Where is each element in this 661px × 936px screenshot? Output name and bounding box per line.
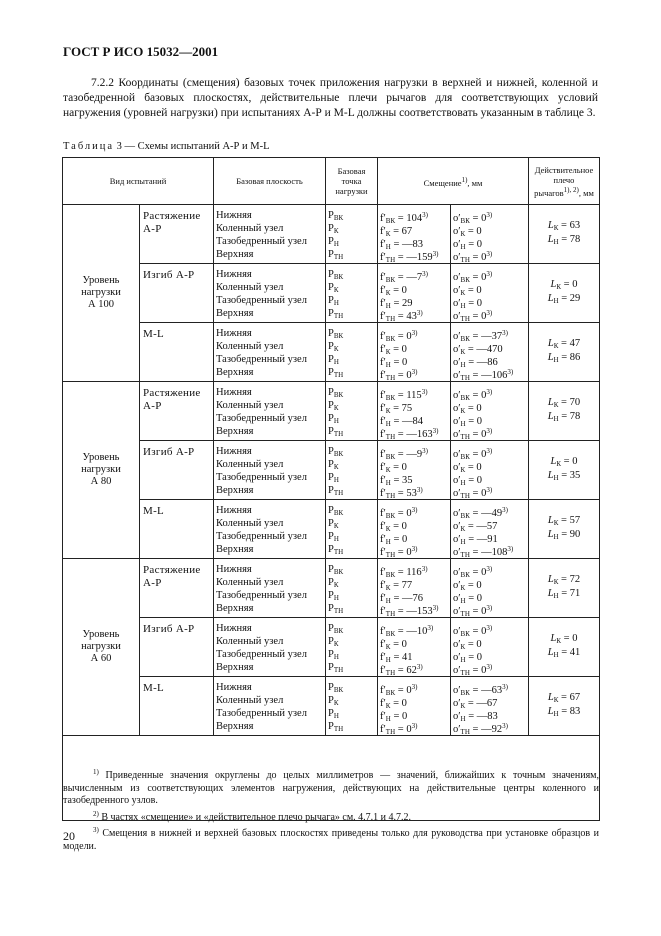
offset-f-item: $f'_К = 77$ <box>380 580 413 592</box>
offset-o-item: $o'_{ТН} = 0^{3)}$ <box>453 250 493 264</box>
offset-o-item: $o'_К = 0$ <box>453 580 482 592</box>
offset-f-item: $f'_К = 0$ <box>380 462 407 474</box>
offset-f-list <box>378 205 451 264</box>
offset-o-item: $o'_К = 0$ <box>453 285 482 297</box>
lever-h: $L_Н = 86$ <box>547 352 581 364</box>
plane-list <box>214 264 326 323</box>
offset-o-item: $o'_Н = 0$ <box>453 239 483 251</box>
plane-item: Верхняя <box>216 603 254 614</box>
offset-f-item: $f'_{ВК} = 0^{3)}$ <box>380 683 418 697</box>
offset-o-item: $o'_К = 0$ <box>453 403 482 415</box>
offset-f-item: $f'_{ВК} = 116^{3)}$ <box>380 565 428 579</box>
plane-item: Верхняя <box>216 544 254 555</box>
point-item: $P_Н$ <box>328 531 339 543</box>
point-list <box>326 618 378 677</box>
plane-list <box>214 323 326 382</box>
offset-f-item: $f'_{ВК} = 115^{3)}$ <box>380 388 428 402</box>
plane-item: Верхняя <box>216 721 254 732</box>
offset-f-list <box>378 382 451 441</box>
offset-f-item: $f'_Н = 0$ <box>380 711 408 723</box>
plane-item: Верхняя <box>216 367 254 378</box>
offset-f-item: $f'_{ТН}$ = $—163^{3)}$ <box>380 427 439 441</box>
plane-list <box>214 677 326 736</box>
point-item: $P_{ВК}$ <box>328 446 344 458</box>
table-caption <box>63 141 270 152</box>
lever-k: $L_К = 67$ <box>547 692 581 704</box>
offset-o-item: $o'_Н = 0$ <box>453 652 483 664</box>
test-name: Растяжение А-Р <box>140 205 214 264</box>
point-item: $P_{ВК}$ <box>328 682 344 694</box>
level-cell: Уровень нагрузки А 80 <box>63 382 140 559</box>
plane-item: Верхняя <box>216 485 254 496</box>
offset-f-item: $f'_Н$ = —76 <box>380 593 424 605</box>
offset-f-item: $f'_К = 67$ <box>380 226 413 238</box>
table-row <box>63 500 600 559</box>
point-item: $P_{ВК}$ <box>328 387 344 399</box>
offset-f-list <box>378 500 451 559</box>
plane-item: Коленный узел <box>216 695 284 706</box>
lever-cell <box>529 500 600 559</box>
page-number: 20 <box>63 829 75 843</box>
point-item: $P_К$ <box>328 577 339 589</box>
point-item: $P_К$ <box>328 518 339 530</box>
point-item: $P_{ТН}$ <box>328 603 344 615</box>
plane-item: Верхняя <box>216 426 254 437</box>
offset-f-item: $f'_{ТН} = 0^{3)}$ <box>380 545 418 559</box>
lever-cell <box>529 205 600 264</box>
point-item: $P_{ТН}$ <box>328 249 344 261</box>
plane-list <box>214 382 326 441</box>
offset-o-item: $o'_К = 0$ <box>453 226 482 238</box>
offset-o-item: $o'_{ВК} = 0^{3)}$ <box>453 624 493 638</box>
test-name: Растяжение А-Р <box>140 559 214 618</box>
plane-item: Нижняя <box>216 564 252 575</box>
plane-list <box>214 441 326 500</box>
offset-o-item: $o'_{ВК} = 0^{3)}$ <box>453 565 493 579</box>
plane-item: Тазобедренный узел <box>216 236 307 247</box>
table-row <box>63 205 600 264</box>
offset-o-item: $o'_К$ = —57 <box>453 521 498 533</box>
plane-item: Нижняя <box>216 623 252 634</box>
plane-item: Нижняя <box>216 328 252 339</box>
plane-item: Коленный узел <box>216 282 284 293</box>
point-item: $P_{ВК}$ <box>328 328 344 340</box>
offset-f-item: $f'_Н$ = —83 <box>380 239 424 251</box>
level-cell: Уровень нагрузки А 100 <box>63 205 140 382</box>
lever-k: $L_К = 0$ <box>550 279 578 291</box>
intro-paragraph: 7.2.2 Координаты (смещения) базовых точек приложения нагрузки в верхней и нижней, коленной и тазобедренной базовых плоскостях, действительные плечи рычагов для соответствующих условий нагружения (уровней нагрузки) при испытаниях А-Р и М-L должны соответствовать указанным в таблице 3. <box>63 77 598 119</box>
plane-item: Нижняя <box>216 682 252 693</box>
lever-k: $L_К = 0$ <box>550 633 578 645</box>
offset-o-list <box>451 500 529 559</box>
lever-cell <box>529 382 600 441</box>
point-item: $P_{ТН}$ <box>328 721 344 733</box>
offset-o-list <box>451 618 529 677</box>
offset-o-item: $o'_{ВК}$ = $—37^{3)}$ <box>453 329 508 343</box>
offset-o-item: $o'_К = 0$ <box>453 639 482 651</box>
offset-o-item: $o'_{ВК}$ = $—63^{3)}$ <box>453 683 508 697</box>
point-item: $P_{ВК}$ <box>328 623 344 635</box>
table-header-row <box>63 158 600 205</box>
point-list <box>326 677 378 736</box>
point-item: $P_{ВК}$ <box>328 269 344 281</box>
offset-o-list <box>451 323 529 382</box>
plane-item: Тазобедренный узел <box>216 354 307 365</box>
offset-f-item: $f'_{ВК} = 0^{3)}$ <box>380 329 418 343</box>
plane-item: Нижняя <box>216 387 252 398</box>
plane-item: Коленный узел <box>216 636 284 647</box>
point-item: $P_К$ <box>328 636 339 648</box>
lever-h: $L_Н = 29$ <box>547 293 581 305</box>
point-list <box>326 205 378 264</box>
offset-o-item: $o'_{ТН} = 0^{3)}$ <box>453 486 493 500</box>
lever-cell <box>529 441 600 500</box>
offset-f-item: $f'_{ТН} = 43^{3)}$ <box>380 309 423 323</box>
offset-f-list <box>378 618 451 677</box>
offset-o-item: $o'_Н = 0$ <box>453 475 483 487</box>
document-header: ГОСТ Р ИСО 15032—2001 <box>63 44 219 59</box>
offset-o-item: $o'_{ТН}$ = $—92^{3)}$ <box>453 722 508 736</box>
plane-item: Тазобедренный узел <box>216 295 307 306</box>
point-list <box>326 323 378 382</box>
offset-o-item: $o'_Н$ = —83 <box>453 711 498 723</box>
point-item: $P_К$ <box>328 400 339 412</box>
plane-item: Тазобедренный узел <box>216 708 307 719</box>
lever-cell <box>529 264 600 323</box>
point-item: $P_{ТН}$ <box>328 426 344 438</box>
point-item: $P_{ВК}$ <box>328 505 344 517</box>
offset-o-item: $o'_{ТН}$ = $—108^{3)}$ <box>453 545 514 559</box>
header-offset: Смещение$^{1)}$, мм <box>378 158 529 205</box>
offset-o-list <box>451 441 529 500</box>
test-name: Растяжение А-Р <box>140 382 214 441</box>
plane-item: Тазобедренный узел <box>216 590 307 601</box>
lever-k: $L_К = 70$ <box>547 397 581 409</box>
footnotes <box>63 766 599 853</box>
plane-item: Нижняя <box>216 210 252 221</box>
lever-k: $L_К = 63$ <box>547 220 581 232</box>
offset-f-item: $f'_К = 75$ <box>380 403 413 415</box>
test-name: Изгиб А-Р <box>140 441 214 500</box>
offset-o-item: $o'_Н = 0$ <box>453 298 483 310</box>
header-lever: Действительное плечо рычагов$^{1), 2)}$, мм <box>529 158 600 205</box>
test-name: М-L <box>140 677 214 736</box>
point-item: $P_{ТН}$ <box>328 485 344 497</box>
offset-f-list <box>378 677 451 736</box>
offset-f-item: $f'_{ВК} = 104^{3)}$ <box>380 211 428 225</box>
point-item: $P_Н$ <box>328 354 339 366</box>
offset-f-item: $f'_К = 0$ <box>380 285 407 297</box>
point-item: $P_{ТН}$ <box>328 544 344 556</box>
plane-item: Нижняя <box>216 505 252 516</box>
point-list <box>326 264 378 323</box>
plane-item: Тазобедренный узел <box>216 472 307 483</box>
plane-item: Коленный узел <box>216 459 284 470</box>
offset-o-item: $o'_Н$ = —86 <box>453 357 498 369</box>
offset-o-item: $o'_{ВК} = 0^{3)}$ <box>453 447 493 461</box>
footnote-2: $^{2)}$ В частях «смещение» и «действительное плечо рычага» см. 4.7.1 и 4.7.2. <box>93 809 412 823</box>
header-point: Базовая точка нагрузки <box>326 158 378 205</box>
lever-k: $L_К = 47$ <box>547 338 581 350</box>
plane-list <box>214 205 326 264</box>
offset-f-item: $f'_К = 0$ <box>380 639 407 651</box>
point-list <box>326 382 378 441</box>
point-item: $P_{ВК}$ <box>328 564 344 576</box>
plane-item: Коленный узел <box>216 400 284 411</box>
offset-o-item: $o'_{ВК} = 0^{3)}$ <box>453 270 493 284</box>
lever-h: $L_Н = 78$ <box>547 411 581 423</box>
lever-h: $L_Н = 78$ <box>547 234 581 246</box>
offset-f-list <box>378 323 451 382</box>
table-caption-text: 3 — Схемы испытаний А-Р и М-L <box>116 141 270 152</box>
plane-item: Коленный узел <box>216 577 284 588</box>
lever-h: $L_Н = 35$ <box>547 470 581 482</box>
table-caption-label: Таблица <box>63 141 115 152</box>
offset-o-item: $o'_{ВК} = 0^{3)}$ <box>453 211 493 225</box>
plane-list <box>214 500 326 559</box>
table-row <box>63 441 600 500</box>
plane-item: Нижняя <box>216 269 252 280</box>
offset-o-item: $o'_{ТН} = 0^{3)}$ <box>453 604 493 618</box>
offset-f-item: $f'_{ВК}$ = $—10^{3)}$ <box>380 624 434 638</box>
offset-f-list <box>378 441 451 500</box>
lever-k: $L_К = 57$ <box>547 515 581 527</box>
lever-k: $L_К = 72$ <box>547 574 581 586</box>
lever-h: $L_Н = 41$ <box>547 647 581 659</box>
offset-o-item: $o'_Н$ = —91 <box>453 534 498 546</box>
test-name: М-L <box>140 323 214 382</box>
point-item: $P_{ВК}$ <box>328 210 344 222</box>
offset-f-item: $f'_Н = 41$ <box>380 652 413 664</box>
plane-item: Коленный узел <box>216 341 284 352</box>
header-plane: Базовая плоскость <box>214 158 326 205</box>
point-item: $P_К$ <box>328 282 339 294</box>
footnote-3: $^{3)}$ Смещения в нижней и верхней базовых плоскостях приведены только для руководства при установке образцов и модели. <box>63 826 599 852</box>
offset-o-item: $o'_Н = 0$ <box>453 593 483 605</box>
plane-list <box>214 618 326 677</box>
plane-list <box>214 559 326 618</box>
plane-item: Тазобедренный узел <box>216 649 307 660</box>
offset-o-item: $o'_К$ = —67 <box>453 698 498 710</box>
point-item: $P_{ТН}$ <box>328 367 344 379</box>
offset-f-item: $f'_{ТН}$ = $—159^{3)}$ <box>380 250 439 264</box>
table-row <box>63 323 600 382</box>
lever-cell <box>529 677 600 736</box>
offset-o-list <box>451 205 529 264</box>
offset-f-item: $f'_{ТН} = 0^{3)}$ <box>380 722 418 736</box>
table-row <box>63 559 600 618</box>
level-cell: Уровень нагрузки А 60 <box>63 559 140 736</box>
offset-o-item: $o'_{ТН} = 0^{3)}$ <box>453 309 493 323</box>
plane-item: Верхняя <box>216 308 254 319</box>
offset-f-list <box>378 264 451 323</box>
test-schemes-table <box>62 157 600 821</box>
point-item: $P_К$ <box>328 695 339 707</box>
point-item: $P_{ТН}$ <box>328 662 344 674</box>
offset-f-item: $f'_{ТН} = 62^{3)}$ <box>380 663 423 677</box>
point-item: $P_Н$ <box>328 649 339 661</box>
offset-f-item: $f'_{ВК} = 0^{3)}$ <box>380 506 418 520</box>
lever-k: $L_К = 0$ <box>550 456 578 468</box>
point-list <box>326 559 378 618</box>
point-item: $P_Н$ <box>328 590 339 602</box>
lever-h: $L_Н = 71$ <box>547 588 581 600</box>
offset-f-item: $f'_Н = 0$ <box>380 357 408 369</box>
offset-o-list <box>451 677 529 736</box>
offset-f-item: $f'_{ТН} = 53^{3)}$ <box>380 486 423 500</box>
offset-f-item: $f'_К = 0$ <box>380 698 407 710</box>
table-row <box>63 264 600 323</box>
offset-f-item: $f'_{ТН}$ = $—153^{3)}$ <box>380 604 439 618</box>
offset-o-item: $o'_{ТН}$ = $—106^{3)}$ <box>453 368 514 382</box>
plane-item: Верхняя <box>216 662 254 673</box>
offset-f-item: $f'_{ТН} = 0^{3)}$ <box>380 368 418 382</box>
offset-f-item: $f'_Н = 35$ <box>380 475 413 487</box>
lever-h: $L_Н = 83$ <box>547 706 581 718</box>
table-row <box>63 677 600 736</box>
point-item: $P_Н$ <box>328 413 339 425</box>
table-row <box>63 618 600 677</box>
offset-f-item: $f'_К = 0$ <box>380 344 407 356</box>
plane-item: Тазобедренный узел <box>216 531 307 542</box>
point-item: $P_{ТН}$ <box>328 308 344 320</box>
point-item: $P_Н$ <box>328 295 339 307</box>
table-row <box>63 382 600 441</box>
point-item: $P_К$ <box>328 341 339 353</box>
plane-item: Верхняя <box>216 249 254 260</box>
point-item: $P_К$ <box>328 223 339 235</box>
offset-f-item: $f'_{ВК}$ = $—7^{3)}$ <box>380 270 428 284</box>
offset-f-item: $f'_Н = 29$ <box>380 298 413 310</box>
point-item: $P_К$ <box>328 459 339 471</box>
plane-item: Тазобедренный узел <box>216 413 307 424</box>
offset-f-item: $f'_Н = 0$ <box>380 534 408 546</box>
offset-o-item: $o'_{ТН} = 0^{3)}$ <box>453 427 493 441</box>
offset-o-list <box>451 382 529 441</box>
point-item: $P_Н$ <box>328 236 339 248</box>
offset-o-item: $o'_К$ = —470 <box>453 344 503 356</box>
offset-o-list <box>451 264 529 323</box>
offset-f-item: $f'_{ВК}$ = $—9^{3)}$ <box>380 447 428 461</box>
test-name: Изгиб А-Р <box>140 264 214 323</box>
point-list <box>326 441 378 500</box>
plane-item: Коленный узел <box>216 518 284 529</box>
lever-cell <box>529 618 600 677</box>
offset-f-item: $f'_Н$ = —84 <box>380 416 424 428</box>
point-list <box>326 500 378 559</box>
footnote-1: $^{1)}$ Приведенные значения округлены до целых миллиметров — значений, ближайших к точным значениям, вычисленным из соответствующих элементов нагружения, действующих на действительные центры коленного и тазобедренного узлов. <box>63 768 600 806</box>
test-name: М-L <box>140 500 214 559</box>
lever-cell <box>529 323 600 382</box>
point-item: $P_Н$ <box>328 708 339 720</box>
point-item: $P_Н$ <box>328 472 339 484</box>
plane-item: Коленный узел <box>216 223 284 234</box>
offset-o-list <box>451 559 529 618</box>
test-name: Изгиб А-Р <box>140 618 214 677</box>
offset-f-list <box>378 559 451 618</box>
offset-o-item: $o'_К = 0$ <box>453 462 482 474</box>
offset-o-item: $o'_{ВК} = 0^{3)}$ <box>453 388 493 402</box>
lever-cell <box>529 559 600 618</box>
offset-f-item: $f'_К = 0$ <box>380 521 407 533</box>
plane-item: Нижняя <box>216 446 252 457</box>
lever-h: $L_Н = 90$ <box>547 529 581 541</box>
offset-o-item: $o'_Н = 0$ <box>453 416 483 428</box>
offset-o-item: $o'_{ВК}$ = $—49^{3)}$ <box>453 506 508 520</box>
offset-o-item: $o'_{ТН} = 0^{3)}$ <box>453 663 493 677</box>
header-test-type: Вид испытаний <box>63 158 214 205</box>
